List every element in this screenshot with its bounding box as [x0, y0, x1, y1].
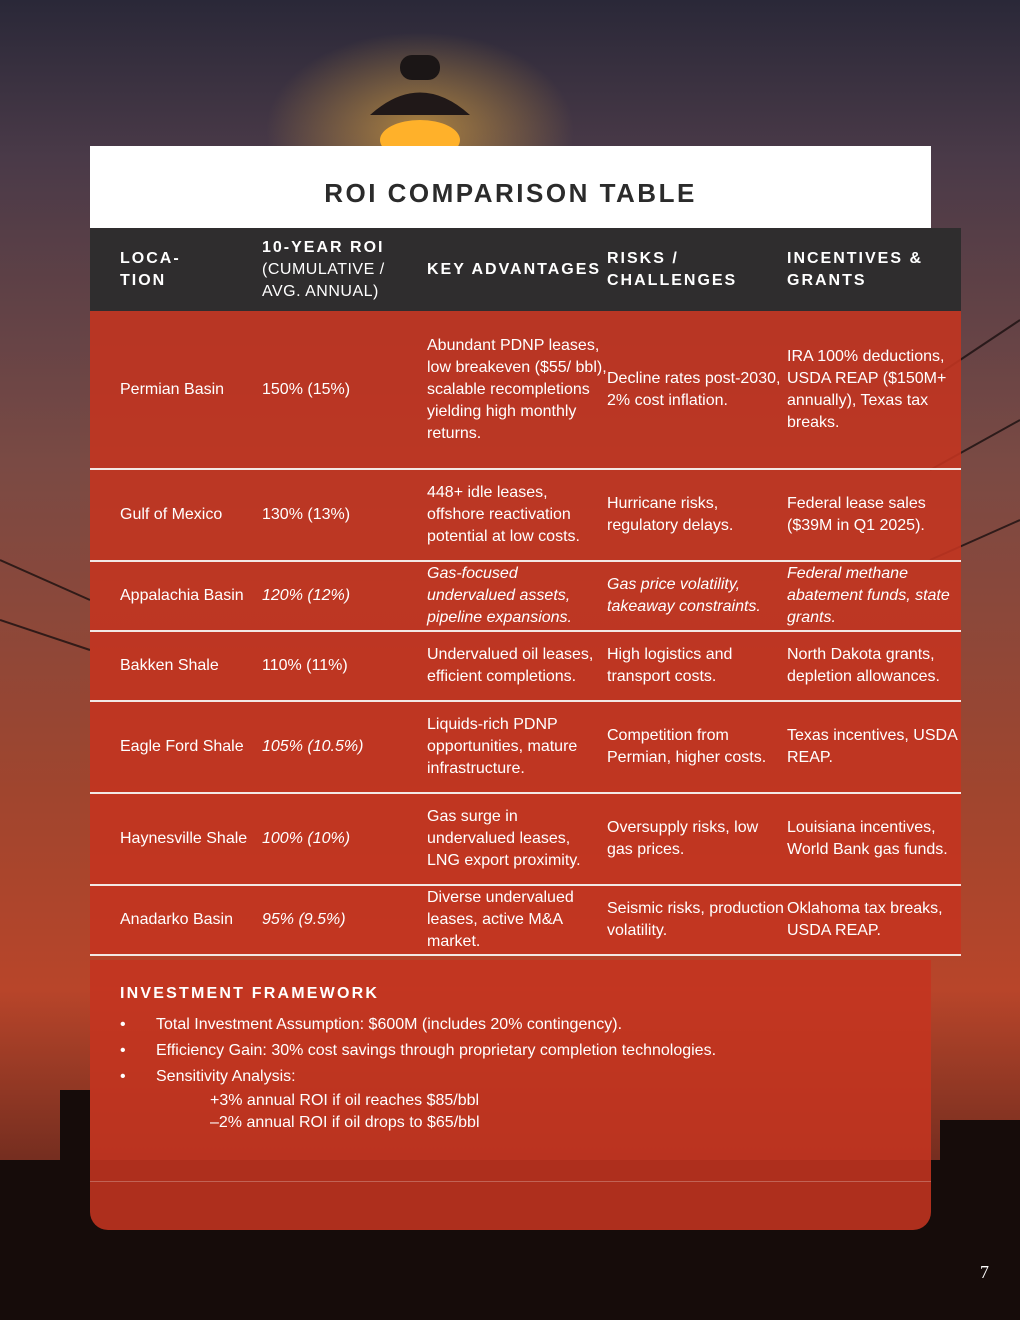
cell-roi: 100% (10%) [262, 830, 351, 847]
cell-roi: 150% (15%) [262, 380, 351, 398]
header-advantages: KEY ADVANTAGES [427, 260, 602, 278]
cell-roi: 95% (9.5%) [262, 911, 346, 928]
cell-roi: 120% (12%) [262, 587, 351, 604]
framework-heading: INVESTMENT FRAMEWORK [120, 985, 380, 1002]
cell-location: Bakken Shale [120, 657, 219, 674]
table-row [90, 469, 961, 561]
cell-location: Appalachia Basin [120, 587, 244, 604]
cell-advantages: Gas-focused undervalued assets, pipeline expansions. [427, 565, 572, 626]
header-risks: RISKS / CHALLENGES [607, 249, 738, 289]
header-roi-main: 10-YEAR ROI [262, 238, 385, 256]
cell-incentives: IRA 100% deductions, USDA REAP ($150M+ annually), Texas tax breaks. [787, 347, 947, 431]
header-incentives: INCENTIVES & GRANTS [787, 249, 924, 289]
cell-risks: Gas price volatility, takeaway constraints. [607, 576, 761, 615]
cell-location: Gulf of Mexico [120, 506, 223, 523]
framework-item-text: Total Investment Assumption: $600M (includes 20% contingency). [156, 1016, 623, 1033]
framework-item-text: Efficiency Gain: 30% cost savings through proprietary completion technologies. [156, 1042, 717, 1059]
cell-incentives: Federal lease sales ($39M in Q1 2025). [787, 495, 926, 534]
cell-risks: Oversupply risks, low gas prices. [607, 819, 759, 858]
bullet-icon: • [120, 1042, 126, 1059]
list-item [120, 1012, 740, 1038]
table-header-row [90, 228, 961, 311]
street-lamp-icon [350, 55, 490, 150]
cell-roi: 110% (11%) [262, 657, 348, 674]
cell-advantages: Liquids-rich PDNP opportunities, mature infrastructure. [427, 716, 578, 777]
table-row [90, 631, 961, 701]
cell-incentives: Texas incentives, USDA REAP. [787, 727, 957, 766]
page-number: 7 [980, 1262, 989, 1282]
cell-roi: 105% (10.5%) [262, 738, 364, 755]
cell-advantages: Gas surge in undervalued leases, LNG export proximity. [427, 808, 581, 869]
sensitivity-line: +3% annual ROI if oil reaches $85/bbl [210, 1092, 480, 1109]
table-row [90, 561, 961, 631]
cell-roi: 130% (13%) [262, 506, 351, 523]
framework-item-text: Sensitivity Analysis: [156, 1068, 296, 1085]
cell-risks: Competition from Permian, higher costs. [607, 727, 767, 766]
cell-advantages: 448+ idle leases, offshore reactivation potential at low costs. [427, 484, 580, 545]
list-item [120, 1038, 740, 1064]
table-row [90, 793, 961, 885]
investment-framework-panel [90, 960, 931, 1230]
divider [90, 1181, 931, 1182]
framework-list [120, 1012, 740, 1134]
header-roi-sub: (CUMULATIVE / AVG. ANNUAL) [262, 260, 385, 300]
cell-advantages: Abundant PDNP leases, low breakeven ($55/ bbl), scalable recompletions yielding high monthly returns. [427, 336, 607, 442]
cell-location: Haynesville Shale [120, 830, 248, 847]
sensitivity-line: –2% annual ROI if oil drops to $65/bbl [210, 1114, 480, 1131]
table-row [90, 885, 961, 955]
table-row [90, 701, 961, 793]
cell-risks: High logistics and transport costs. [607, 646, 733, 685]
table-row [90, 311, 961, 469]
cell-risks: Hurricane risks, regulatory delays. [607, 495, 734, 534]
cell-incentives: North Dakota grants, depletion allowances. [787, 646, 940, 685]
cell-incentives: Federal methane abatement funds, state grants. [787, 565, 950, 626]
bullet-icon: • [120, 1016, 126, 1033]
cell-risks: Seismic risks, production volatility. [607, 900, 784, 939]
bullet-icon: • [120, 1068, 126, 1085]
cell-incentives: Louisiana incentives, World Bank gas funds. [787, 819, 948, 858]
list-item [120, 1064, 740, 1090]
cell-incentives: Oklahoma tax breaks, USDA REAP. [787, 900, 943, 939]
header-roi [262, 228, 427, 311]
cell-advantages: Undervalued oil leases, efficient completions. [427, 646, 594, 685]
cell-advantages: Diverse undervalued leases, active M&A market. [427, 889, 574, 950]
cell-location: Permian Basin [120, 380, 225, 398]
title-panel [90, 146, 931, 228]
header-location: LOCA- TION [120, 249, 181, 289]
page-title: ROI COMPARISON TABLE [324, 177, 697, 208]
cell-location: Eagle Ford Shale [120, 738, 244, 755]
cell-risks: Decline rates post-2030, 2% cost inflation. [607, 369, 781, 409]
cell-location: Anadarko Basin [120, 911, 233, 928]
roi-comparison-table [90, 228, 957, 956]
